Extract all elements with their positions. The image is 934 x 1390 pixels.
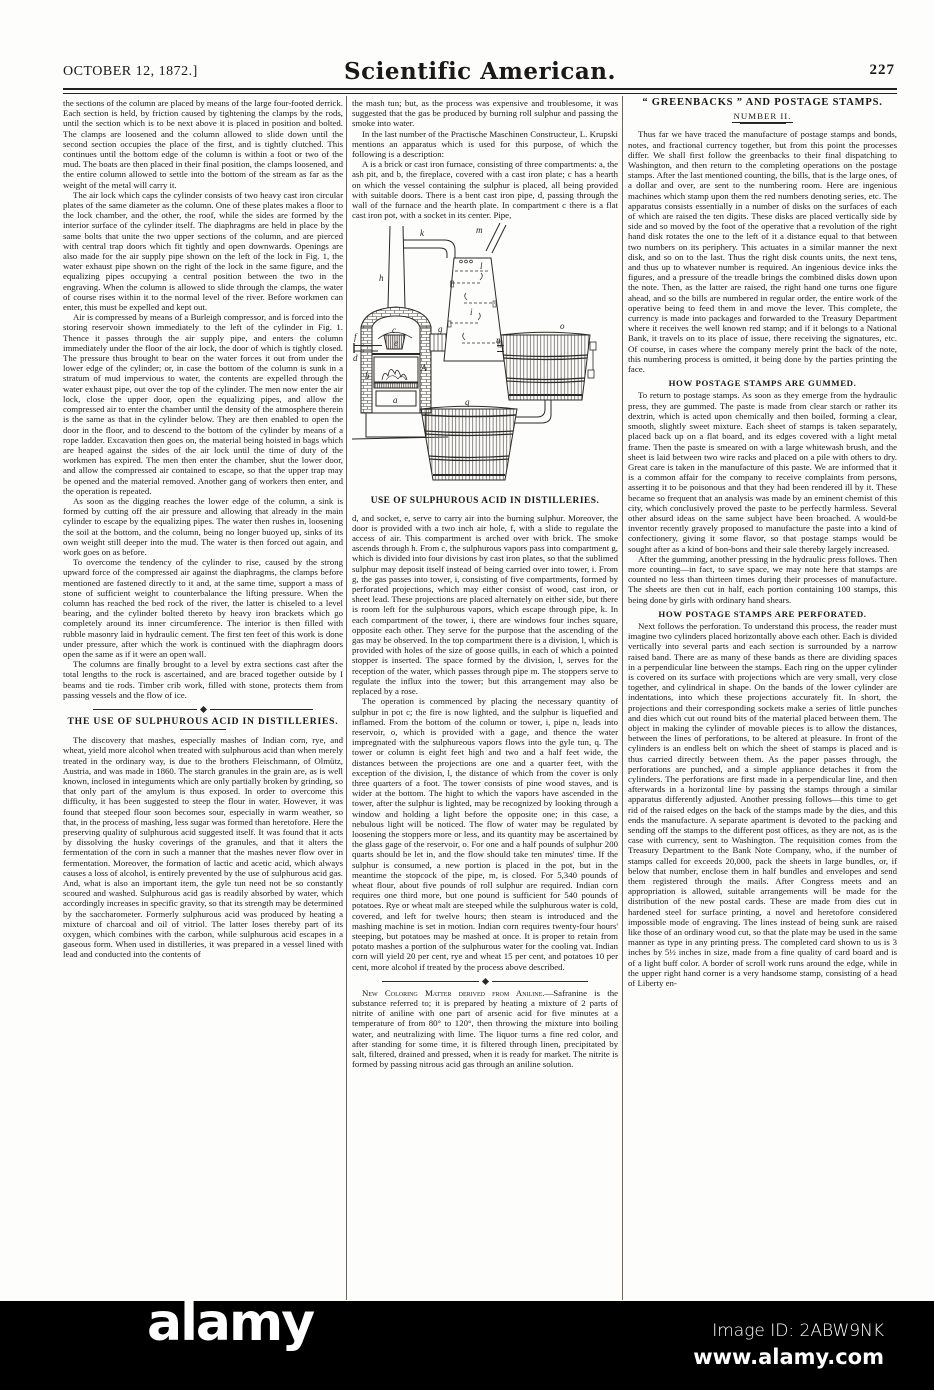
figure-label-n: n	[496, 335, 501, 346]
figure-label-h: h	[379, 273, 384, 284]
page-header	[63, 58, 897, 86]
body-paragraph: To return to postage stamps. As soon as they emerge from the hydraulic press, they are gummed. The paste is made from clear starch or rather its dextrin, which is acted upon chemically and then boiled, forming a clear, smooth, slightly sweet mixture. Each sheet of stamps is taken separately, placed back up on a flat board, and its edges covered with a light metal frame. Then the paste is smeared on with a large whitewash brush, and the sheet is laid between two wire racks and placed on a pile with others to dry. Great care is taken in the manufacture of this paste. We are informed that it is a common affair for the company to receive complaints from persons, asserting it to be poisonous and that they had been rendered ill by it. These became so frequent that an analysis was made by an eminent chemist of this city, which conclusively proved the paste to be perfectly harmless. Several other absurd ideas on the same subject have been broached. A would-be inventor recently gravely proposed to manufacture the paste into a kind of confectionery, giving it some flavor, so that postage stamps would be sought after as a kind of bon-bons and their sale thereby largely increased.	[628, 390, 897, 554]
body-paragraph: the mash tun; but, as the process was expensive and troublesome, it was suggested that the gas be produced by burning roll sulphur and passing the smoke into water.	[352, 98, 618, 129]
figure-label-q: q	[465, 397, 470, 408]
header-rule-thick	[63, 88, 897, 90]
article-title-sulphurous-acid: THE USE OF SULPHUROUS ACID IN DISTILLERIES.	[67, 715, 339, 727]
body-paragraph: Next follows the perforation. To understand this process, the reader must imagine two cylinders placed horizontally above each other. Each is divided vertically into several parts and each section is surrounded by a narrow raised band. There are as many of these bands as there are dividing spaces in a perpendicular line between the stamps. Each ring on the upper cylinder is covered on its surface with projections which are very small, very close together, and cylindrical in shape. On the bands of the lower cylinder are indentations, into which these projections accurately fit. In short, the projections and their corresponding sockets make a series of little punches and dies which cut out round bits of the material placed between them. The object in making the cylinder of movable pieces is to allow the distances, between the lines of perforations, to be altered at pleasure. In front of the cylinders is an endless belt on which the sheet of stamps is placed and is thus carried directly between them. As the paper passes through, the perforations are punched, and a simple appliance detaches it from the cylinders. The perforations are first made in a perpendicular line, and then afterwards in a horizontal line by passing the stamps through a similar apparatus differently adjusted. Another pressing follows—this time to get rid of the raised edges on the back of the stamps made by the dies, and this ends the manufacture. A separate apartment is devoted to the packing and sending off the stamps to the different post offices, as they are not, as is the case with currency, sent to Washington. The requisition comes from the Treasury Department to the Bank Note Company, who, if the number of stamps called for exceeds 20,000, pack the sheets in large bundles, or, if below that number, enclose them in half bundles and envelopes and send them registered through the mails. After Congress meets and an appropriation is allowed, suitable arrangements will be made for the distribution of the new postal cards. These are made from dies cut in hardened steel for surface printing, a novel and heretofore considered impossible mode of engraving. The lines instead of being sunk are raised like those of an ordinary wood cut, so that the plate may be used in the same manner as type in any printing press. The completed card shown to us is 3 inches by 5½ inches in size, made from a fine quality of card board and is of a light buff color. A border of scroll work runs around the edge, while in the upper right hand corner is a very handsome stamp, consisting of a head of Liberty en-	[628, 620, 897, 989]
heading-rule	[740, 123, 786, 124]
figure-label-f: f	[354, 332, 357, 343]
right-column	[628, 98, 897, 1298]
column-divider-left	[346, 96, 347, 1300]
body-paragraph: the sections of the column are placed by means of the large four-footed derrick. Each section is held, by friction caused by tightening the clamps by the rods, until the section which is to be next above it is placed in position and bolted. The clamps are loosened and the column allowed to slide down until the second section occupies the place of the first, and is tightly clutched. This continues until the bottom edge of the column is within a foot or two of the mud. The boats are then placed in their final position, the clamps loosened, and the entire column allowed to settle into the bottom of the stream as far as the weight of the metal will carry it.	[63, 98, 343, 190]
figure-label-i: i	[470, 307, 473, 318]
body-paragraph: As soon as the digging reaches the lower edge of the column, a sink is formed by cutting off the air pressure and allowing that already in the main cylinder to escape by the equalizing pipes. The water then rushes in, loosening the soil at the bottom, and the column, being no longer buoyed up, sinks of its own weight still deeper into the mud. The water is then forced out again, and work goes on as before.	[63, 495, 343, 557]
heading-rule	[180, 729, 226, 730]
figure-label-m: m	[476, 225, 483, 236]
figure-label-e: e	[394, 338, 398, 349]
figure-label-k: k	[420, 228, 424, 239]
page-number: 227	[869, 62, 895, 78]
figure-label-b: b	[365, 371, 370, 382]
issue-date: OCTOBER 12, 1872.]	[63, 64, 198, 79]
figure-label-d: d	[353, 353, 358, 364]
figure-label-l: l	[480, 261, 483, 272]
body-paragraph: Air is compressed by means of a Burleigh compressor, and is forced into the storing reservoir shown immediately to the left of the cylinder in Fig. 1. Thence it passes through the air supply pipe, and enters the column immediately under the floor of the air lock, the door of which is tightly closed. The pressure thus brought to bear on the water forces it out from under the lower edge of the cylinder; or, in case the bottom of the column is sunk in a stratum of mud impervious to water, the contents are expelled through the water exhaust pipe, out over the top of the cylinder. The men now enter the air lock, close the upper door, open the equalizing pipes, and allow the compressed air to enter the chamber until the density of the atmosphere therein is the same as that in the cylinder below. They are then enabled to open the door in the floor, and to descend to the bottom of the cylinder by means of a rope ladder. Excavation then goes on, the material being hoisted in bags which are heaped against the sides of the air lock until the time of duty of the workmen has expired. The men then enter the chamber, shut the lower door, and allow the compressed air contained to escape, so that the upper trap may be opened and the material removed. Another gang of workers then enter, and the operation is repeated.	[63, 312, 343, 496]
subheading-perforated: HOW POSTAGE STAMPS ARE PERFORATED.	[658, 608, 867, 619]
alamy-url-text: www.alamy.com	[693, 1345, 884, 1369]
alamy-logo: alamy	[147, 1293, 314, 1353]
watermark-bar	[0, 1293, 934, 1390]
body-paragraph: d, and socket, e, serve to carry air into the burning sulphur. Moreover, the door is provided with a two inch air hole, f, with a slide to regulate the access of air. This compartment is arched over with brick. The smoke ascends through h. From c, the sulphurous vapors pass into compartment g, which is divided into four divisions by cast iron plates, so that the sublimed sulphur may deposit itself instead of being carried over into tower, i. From g, the gas passes into tower, i, consisting of five compartments, formed by perforated projections, which may either consist of wood, cast iron, or sheet lead. These projections are placed alternately on either side, but there is room left for the sulphurous vapors, which escape through pipe, k. In each compartment of the tower, i, there are windows four inches square, opposite each other. They serve for the purpose that the ascending of the gas may be observed. In the top compartment there is a division, l, which is provided with holes of the size of goose quills, in each of which a pointed stopper is inserted. The space formed by the division, l, serves for the reception of the water, which passes through pipe m. The stoppers serve to regulate the influx into the tower; but this arrangement may also be replaced by a rose.	[352, 512, 618, 697]
body-paragraph: After the gumming, another pressing in the hydraulic press follows. Then more counting—in fact, to save space, we may note here that stamps are counted no less than thirteen times during their processes of manufacture. The sheets are then cut in half, each portion containing 100 stamps, this being done by girls with ordinary hand shears.	[628, 553, 897, 605]
left-column	[63, 98, 343, 1298]
note-lead: New Coloring Matter derived from Aniline.	[362, 987, 545, 998]
body-paragraph: The operation is commenced by placing the necessary quantity of sulphur in pot c; the fire is now lighted, and the sulphur is liquefied and inflamed. From the bottom of the column or tower, i, pipe n, leads into reservoir, o, which is provided with a gage, and thence the water impregnated with the sulphureous vapors flows into the gyle tun, q. The tower or column is eight feet high and two and a half feet wide, the distances between the projections are one and a quarter feet, with the exception of the division, l, the distance of which from the cover is only three quarters of a foot. The tower consists of pine wood staves, and is wider at the bottom. The hight to which the vapors have ascended in the tower, after the sulphur is lighted, may be recognized by looking through a window and holding a light before the opposite one; in this case, a nebulous light will be noticed. The flow of water may be regulated by loosening the stoppers more or less, and its quantity may be ascertained by the glass gage of the reservoir, o. For one and a half pounds of sulphur 200 quarts should be let in, and the flow should take ten minutes' time. If the sulphur is consumed, a new portion is placed in the pot, but in the meantime the stopcock of the pipe, m, is closed. For 5,340 pounds of wheat flour, about five pounds of roll sulphur are required. Indian corn requires one third more, but one pound is sufficient for 540 pounds of potatoes. Rye or wheat malt are steeped while the sulphurous water is cold, covered, and left for twelve hours; then steam is introduced and the mashing machine is set in motion. Indian corn requires twenty-four hours' steeping, but potatoes may be mashed at once. It is proper to retain from potato mashes a portion of the sulphurous water for the cooling vat. Indian corn will yield 20 per cent, rye and wheat 15 per cent, and potatoes 10 per cent, more alcohol if treated by the process above described.	[352, 696, 618, 972]
news-note-paragraph	[352, 988, 618, 1070]
distillery-engraving	[352, 223, 618, 493]
figure-label-A: A	[421, 363, 427, 374]
figure-label-a: a	[393, 395, 398, 406]
ornamental-divider	[382, 979, 588, 984]
column-divider-right	[622, 96, 623, 1300]
article-title-greenbacks: “ GREENBACKS ” AND POSTAGE STAMPS.	[642, 98, 883, 108]
body-paragraph: The columns are finally brought to a level by extra sections cast after the total lengths to the rock is ascertained, and are braced together outside by I beams and tie rods. Timber crib work, filled with stone, protects them from passing vessels and the flow of ice.	[63, 659, 343, 700]
note-body: —Safranine is the substance referred to; it is prepared by heating a mixture of 2 parts of nitrite of aniline with one part of arsenic acid for five minutes at a temperature of from 80° to 120°, then throwing the mixture into boiling water, and neutralizing with lime. The liquor turns a fine red color, and after standing for some time, it is filtered through linen, precipitated by salt, filtered, drained and pressed, when it is ready for market. The nitrite is formed by passing nitrous acid gas through an aniline solution.	[352, 987, 618, 1070]
body-paragraph: In the last number of the Practische Maschinen Constructeur, L. Krupski mentions an apparatus which is used for this purpose, of which the following is a description:	[352, 128, 618, 160]
figure-label-g: g	[438, 324, 443, 335]
image-id-text: Image ID: 2ABW9NK	[712, 1321, 884, 1341]
header-rule-thin	[63, 93, 897, 94]
body-paragraph: To overcome the tendency of the cylinder to rise, caused by the strong upward force of the compressed air against the diaphragms, the clamps before mentioned are fastened directly to it and, at the same time, support a mass of stone of sufficient weight to counterbalance the lifting pressure. When the column has reached the bed rock of the river, the latter is chiseled to a level bearing, and the cylinder bolted thereto by heavy iron brackets which go completely around its inner circumference. The interior is then filled with rubble masonry laid in hydraulic cement. The first ten feet of this work is done under pressure, after which the work is continued with the diaphragm doors open the same as if it were an open wall.	[63, 557, 343, 659]
figure-label-o: o	[560, 321, 565, 332]
center-column	[352, 98, 618, 1298]
article-number	[628, 111, 897, 121]
body-paragraph: The discovery that mashes, especially mashes of Indian corn, rye, and wheat, yield more alcohol when treated with sulphurous acid than when merely treated in the ordinary way, is due to the brothers Fleischmann, of Olmütz, Austria, and was made in 1860. The starch granules in the grain are, as is well known, inclosed in integuments which are only partially broken by grinding, so that only part of the amylum is thus exposed. In order to overcome this difficulty, it has been suggested to steep the flour in water. However, it was found that steeped flour soon becomes sour, especially in warm weather, so that, in the process of mashing, less sugar was formed than heretofore. Here the preserving quality of sulphurous acid suggested itself. It was found that it acts by dissolving the husky coverings of the granules, and that it alters the fermentation of the corn in such a manner that the mashes never flow over in fermentation. Moreover, the formation of lactic and acetic acid, which always causes a loss of alcohol, is entirely prevented by the use of sulphurous acid gas. And, what is also an important item, the gyle tun need not be so constantly scoured and washed. Sulphurous acid gas is readily absorbed by water, which accordingly increases in specific gravity, so that its strength may be determined by the saccharometer. Formerly sulphurous acid was produced by heating a mixture of charcoal and oil of vitriol. The latter loses thereby part of its oxygen, which combines with the carbon, while sulphurous acid escapes in a gaseous form. When used in distilleries, it was prepared in a vessel lined with lead and conducted into the contents of	[63, 735, 343, 960]
masthead-title: Scientific American.	[343, 58, 617, 85]
subheading-gummed: HOW POSTAGE STAMPS ARE GUMMED.	[668, 378, 857, 389]
number-text: NUMBER II.	[733, 111, 792, 122]
ornamental-divider	[93, 707, 313, 712]
figure-label-c: c	[392, 325, 396, 336]
body-paragraph: The air lock which caps the cylinder consists of two heavy cast iron circular plates of the same diameter as the column. One of these plates makes a floor to the lock chamber, and the other, the roof, while the sides are formed by the interior surface of the cylinder itself. The diaphragms are held in place by the same bolts that unite the two upper sections of the column, and are pierced with central trap doors which fit tightly and open downwards. Openings are also made for the air supply pipe shown on the left of the lock in Fig. 1, the water exhaust pipe shown on the right of the lock in the same figure, and the equalizing pipes occupying a central position between the two in the engraving. When the column is allowed to slide through the clamps, the water of course rises within it to the normal level of the river. Before workmen can enter, this must be expelled and kept out.	[63, 189, 343, 313]
body-paragraph: A is a brick or cast iron furnace, consisting of three compartments: a, the ash pit, and b, the fireplace, covered with a cast iron plate; c has a hearth on which the vessel containing the sulphur is placed, all being provided with suitable doors. There is a bent cast iron pipe, d, passing through the wall of the furnace and the hearth plate. In compartment c there is a flat cast iron pot, with a socket in its center. Pipe,	[352, 159, 618, 221]
figure-caption: USE OF SULPHUROUS ACID IN DISTILLERIES.	[370, 496, 600, 507]
distillery-apparatus-illustration	[352, 223, 618, 491]
body-paragraph: Thus far we have traced the manufacture of postage stamps and bonds, notes, and fractional currency together, but from this point the processes differ. We shall first follow the greenbacks to their final dispatching to Washington, and then return to the completing operations on the postage stamps. After the last mentioned counting, the bills, that is the large ones, of a dollar and over, are sent to the numbering room. Here are ingenious machines which stamp upon them the red numbers denoting series, etc. The apparatus consists essentially in a number of disks on the surfaces of each of which are raised the ten digits. These disks are placed vertically side by side and so moved by the foot of the operative that a revolution of the right hand disk rotates the one to the left of it a distance equal to that between two numbers on its periphery. This actuates in a similar manner the next disk, and so on to the last. Thus the right disk counts units, the next tens, and thus up to whatever number is required. An ingenious device inks the figures, and a pressure of the treadle brings the combined disks down upon the note. Then, as the latter are raised, the right hand one turns one figure ahead, and so the bills are numbered in regular order, the entire work of the operative being to feed them in and move the lever. This complete, the currency is made into packages and forwarded to the Treasury Department where it receives the well known red stamp; and if it belongs to a National Bank, it travels on to its place of issue, there receiving the signatures, etc. Of course, in cases where the company merely print the back of the note, this numbering process is omitted, it being done by the parties printing the face.	[628, 129, 897, 375]
